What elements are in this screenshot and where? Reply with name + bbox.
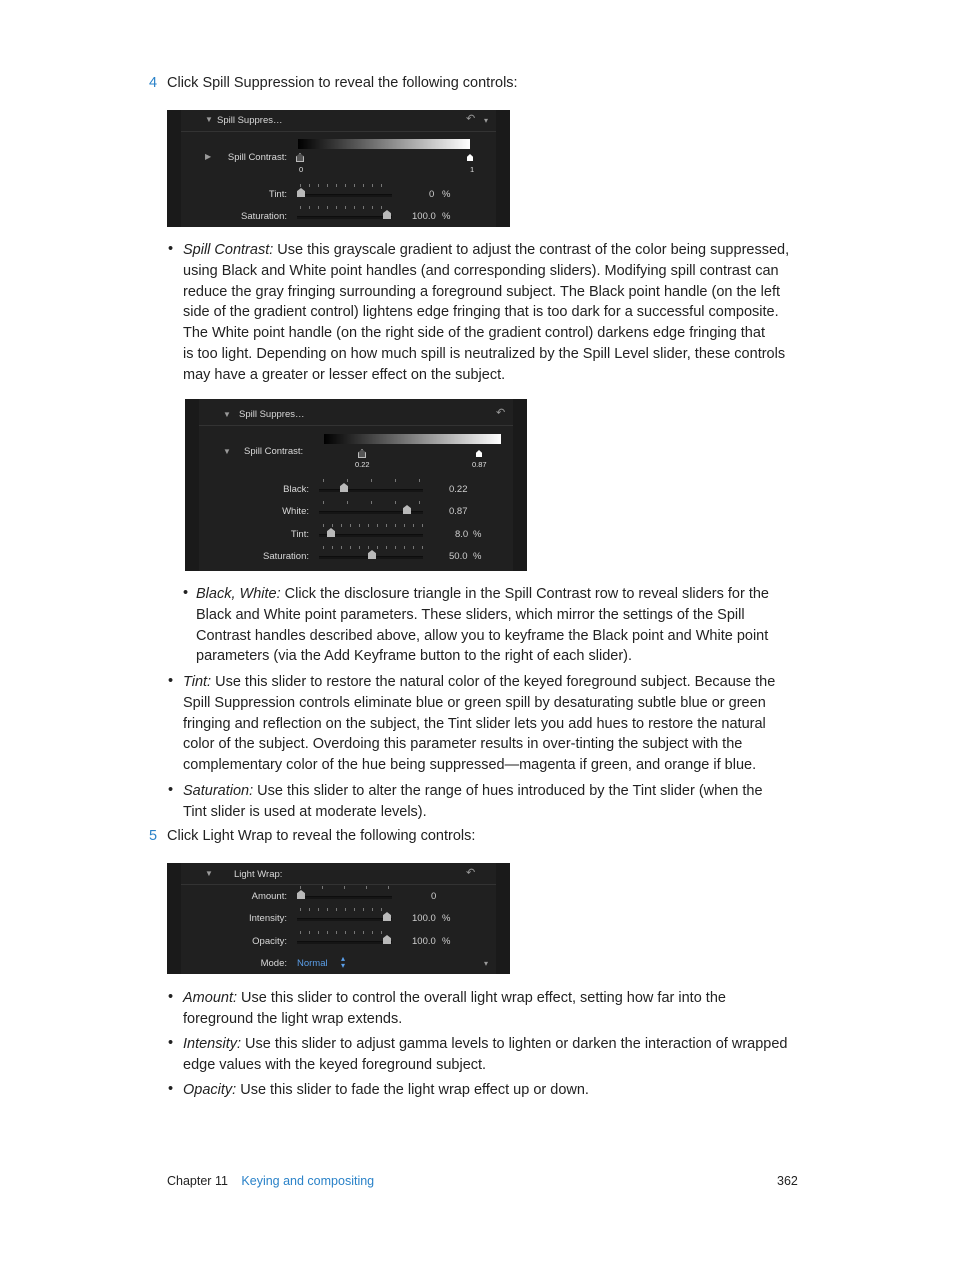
bullet-icon: •	[168, 1081, 174, 1097]
reset-icon[interactable]: ↶	[466, 113, 476, 125]
saturation-label: Saturation:	[241, 211, 287, 222]
stepper-arrows-icon[interactable]: ▴ ▾	[341, 954, 346, 970]
saturation-slider[interactable]	[297, 216, 392, 219]
spill-contrast-label: Spill Contrast:	[244, 446, 304, 457]
amount-description: Amount: Use this slider to control the overall light wrap effect, setting how far into the foreground the light wrap extends.	[183, 990, 726, 1027]
opacity-unit: %	[442, 936, 451, 947]
white-point-handle[interactable]	[476, 450, 482, 457]
bullet-icon: •	[168, 989, 174, 1005]
black-label: Black:	[283, 484, 309, 495]
spill-contrast-gradient[interactable]	[298, 139, 470, 149]
intensity-slider-thumb[interactable]	[383, 912, 391, 921]
amount-slider[interactable]	[297, 896, 392, 899]
black-white-description: Black, White: Click the disclosure triangle in the Spill Contrast row to reveal sliders for the Black and White point parameters. These sliders, which mirror the settings of the Spill Contrast handles described above, allow you to keyframe the Black point and White point parameters (via the Add Keyframe button to the right of each slider).	[196, 586, 769, 665]
bullet-icon: •	[168, 241, 174, 257]
chapter-title-link[interactable]: Keying and compositing	[241, 1174, 375, 1188]
white-slider-thumb[interactable]	[403, 505, 411, 514]
spill-contrast-gradient[interactable]	[324, 434, 501, 444]
step-number: 4	[149, 75, 158, 91]
spill-suppression-panel	[167, 110, 510, 227]
term: Tint:	[183, 674, 212, 690]
tint-description: Tint: Use this slider to restore the natural color of the keyed foreground subject. Because the Spill Suppression controls eliminate blue or green spill by desaturating subtle blue or green fringing and reflection on the subject, the Tint slider lets you add hues to restore the natural color of the subject. Overdoing this parameter results in over-tinting the subject with the complementary color of the hue being suppressed—magenta if green, and orange if blue.	[183, 674, 776, 774]
intensity-description: Intensity: Use this slider to adjust gamma levels to lighten or darken the interaction of wrapped edge values with the keyed foreground subject.	[183, 1036, 788, 1073]
tint-slider-thumb[interactable]	[297, 188, 305, 197]
intensity-slider[interactable]	[297, 918, 392, 921]
opacity-slider-thumb[interactable]	[383, 935, 391, 944]
spill-suppression-expanded-panel	[185, 399, 527, 571]
disclosure-triangle-icon[interactable]: ▼	[223, 410, 231, 419]
step-4	[149, 75, 518, 91]
disclosure-triangle-closed-icon[interactable]: ▶	[205, 152, 212, 161]
tint-unit: %	[442, 189, 451, 200]
black-slider[interactable]	[319, 489, 423, 492]
step-text: Click Light Wrap to reveal the following controls:	[167, 828, 476, 844]
black-handle-value: 0	[299, 165, 304, 174]
reset-icon[interactable]: ↶	[496, 407, 506, 419]
amount-label: Amount:	[251, 891, 287, 902]
tint-label: Tint:	[268, 189, 287, 200]
disclosure-triangle-icon[interactable]: ▼	[205, 115, 213, 124]
panel-header: Spill Suppres…	[217, 115, 283, 126]
light-wrap-panel	[167, 863, 510, 974]
amount-slider-thumb[interactable]	[297, 890, 305, 899]
step-5	[149, 828, 476, 844]
step-text: Click Spill Suppression to reveal the following controls:	[167, 75, 518, 91]
opacity-description: Opacity: Use this slider to fade the light wrap effect up or down.	[183, 1082, 589, 1098]
tint-value[interactable]: 8.0	[455, 529, 469, 540]
black-point-handle[interactable]	[358, 449, 366, 458]
bullet-icon: •	[168, 782, 174, 798]
white-handle-value: 1	[470, 165, 475, 174]
opacity-label: Opacity:	[252, 936, 287, 947]
saturation-value[interactable]: 100.0	[412, 211, 436, 222]
white-label: White:	[282, 506, 309, 517]
spill-contrast-description: Spill Contrast: Use this grayscale gradient to adjust the contrast of the color being suppressed, using Black and White point handles (and corresponding sliders). Modifying spill contrast can reduce the gray fringing surrounding a foreground subject. The Black point handle (on the left side of the gradient control) lightens edge fringing that is too dark for a successful composite. The White point handle (on the right side of the gradient control) darkens edge fringing that is too light. Depending on how much spill is neutralized by the Spill Level slider, these controls may have a greater or lesser effect on the subject.	[183, 242, 790, 383]
term: Amount:	[183, 990, 237, 1006]
opacity-slider[interactable]	[297, 941, 392, 944]
disclosure-triangle-open-icon[interactable]: ▼	[223, 447, 231, 456]
panel-header: Spill Suppres…	[239, 409, 305, 420]
amount-value[interactable]: 0	[431, 891, 437, 902]
black-slider-thumb[interactable]	[340, 483, 348, 492]
saturation-unit: %	[442, 211, 451, 222]
disclosure-triangle-icon[interactable]: ▼	[205, 869, 213, 878]
tint-value[interactable]: 0	[429, 189, 435, 200]
term: Spill Contrast:	[183, 242, 274, 258]
term: Intensity:	[183, 1036, 242, 1052]
panel-header: Light Wrap:	[234, 869, 283, 880]
menu-chevron-icon[interactable]: ▾	[484, 959, 489, 968]
intensity-value[interactable]: 100.0	[412, 913, 436, 924]
intensity-unit: %	[442, 913, 451, 924]
saturation-unit: %	[473, 551, 482, 562]
tint-slider-thumb[interactable]	[327, 528, 335, 537]
tint-label: Tint:	[290, 529, 309, 540]
bullet-icon: •	[168, 673, 174, 689]
spill-contrast-label: Spill Contrast:	[227, 152, 287, 163]
chapter-number: Chapter 11	[167, 1174, 228, 1188]
white-value[interactable]: 0.87	[449, 506, 468, 517]
term: Black, White:	[196, 586, 281, 602]
white-point-handle[interactable]	[467, 154, 473, 161]
bullet-icon: •	[183, 585, 189, 601]
black-point-handle[interactable]	[296, 153, 304, 162]
opacity-value[interactable]: 100.0	[412, 936, 436, 947]
mode-label: Mode:	[260, 958, 287, 969]
saturation-slider-thumb[interactable]	[383, 210, 391, 219]
black-handle-value: 0.22	[355, 460, 370, 469]
intensity-label: Intensity:	[248, 913, 287, 924]
term: Saturation:	[183, 783, 254, 799]
page-footer	[167, 1174, 374, 1188]
saturation-value[interactable]: 50.0	[449, 551, 468, 562]
menu-chevron-icon[interactable]: ▾	[484, 116, 489, 125]
tint-slider[interactable]	[297, 194, 392, 197]
bullet-icon: •	[168, 1035, 174, 1051]
reset-icon[interactable]: ↶	[466, 867, 476, 879]
step-number: 5	[149, 828, 158, 844]
white-handle-value: 0.87	[472, 460, 487, 469]
page-number: 362	[777, 1174, 798, 1188]
black-value[interactable]: 0.22	[449, 484, 468, 495]
saturation-label: Saturation:	[263, 551, 309, 562]
mode-dropdown[interactable]: Normal	[297, 958, 328, 969]
saturation-description: Saturation: Use this slider to alter the range of hues introduced by the Tint slider (when the Tint slider is used at moderate levels).	[183, 783, 763, 820]
tint-unit: %	[473, 529, 482, 540]
saturation-slider-thumb[interactable]	[368, 550, 376, 559]
term: Opacity:	[183, 1082, 237, 1098]
